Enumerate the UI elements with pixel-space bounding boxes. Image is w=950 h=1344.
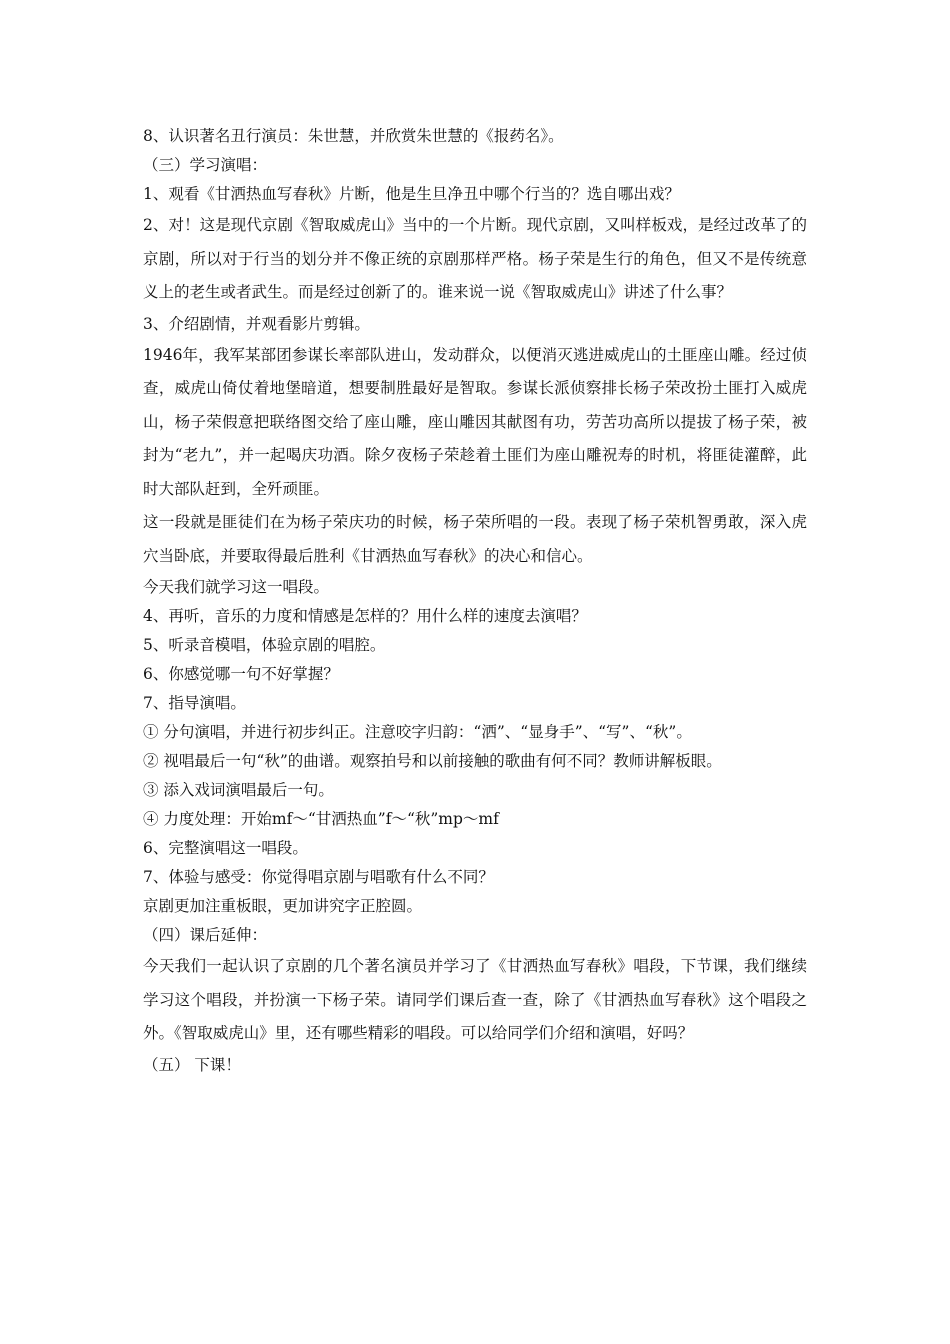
step-3: 3、介绍剧情，并观看影片剪辑。 — [143, 314, 370, 333]
step-7b: 7、体验与感受：你觉得唱京剧与唱歌有什么不同？ — [143, 868, 494, 886]
story-paragraph: 1946年，我军某部团参谋长率部队进山，发动群众，以便消灭逃进威虎山的土匪座山雕。经过侦查，威虎山倚仗着地堡暗道，想要制胜最好是智取。参谋长派侦察排长杨子荣改扮土匪打入威虎山，杨子荣假意把联络图交给了座山雕，座山雕因其献图有功，劳苦功高所以提拔了杨子荣，被封为“老九”，并一起喝庆功酒。除夕夜杨子荣趁着土匪们为座山雕祝寿的时机，将匪徒灌醉，此时大部队赶到，全歼顽匪。 — [143, 345, 807, 498]
segment-paragraph: 这一段就是匪徒们在为杨子荣庆功的时候，杨子荣所唱的一段。表现了杨子荣机智勇敢，深入虎穴当卧底，并要取得最后胜利《甘洒热血写春秋》的决心和信心。 — [143, 513, 807, 565]
step-1: 1、观看《甘洒热血写春秋》片断，他是生旦净丑中哪个行当的？选自哪出戏？ — [143, 185, 680, 203]
answer-line: 京剧更加注重板眼，更加讲究字正腔圆。 — [143, 897, 423, 915]
step-6b: 6、完整演唱这一唱段。 — [143, 839, 308, 857]
step-7: 7、指导演唱。 — [143, 694, 246, 712]
item-8: 8、认识著名丑行演员：朱世慧，并欣赏朱世慧的《报药名》。 — [143, 127, 564, 145]
extension-paragraph: 今天我们一起认识了京剧的几个著名演员并学习了《甘洒热血写春秋》唱段，下节课，我们继续学习这个唱段，并扮演一下杨子荣。请同学们课后查一查，除了《甘洒热血写春秋》这个唱段之外。《智取威虎山》里，还有哪些精彩的唱段。可以给同学们介绍和演唱，好吗？ — [143, 957, 807, 1042]
section-heading-5: （五） 下课！ — [143, 1055, 241, 1074]
step-4: 4、再听，音乐的力度和情感是怎样的？用什么样的速度去演唱？ — [143, 607, 587, 625]
today-line: 今天我们就学习这一唱段。 — [143, 578, 330, 596]
circled-2: ② 视唱最后一句“秋”的曲谱。观察拍号和以前接触的歌曲有何不同？教师讲解板眼。 — [143, 752, 722, 770]
circled-1: ① 分句演唱，并进行初步纠正。注意咬字归韵：“洒”、“显身手”、“写”、“秋”。 — [143, 723, 692, 741]
circled-3: ③ 添入戏词演唱最后一句。 — [143, 781, 334, 799]
circled-4: ④ 力度处理：开始mf～“甘洒热血”f～“秋”mp～mf — [143, 810, 499, 828]
section-heading-3: （三）学习演唱： — [143, 156, 268, 174]
step-5: 5、听录音模唱，体验京剧的唱腔。 — [143, 636, 386, 654]
section-heading-4: （四）课后延伸： — [143, 926, 268, 944]
step-6: 6、你感觉哪一句不好掌握？ — [143, 665, 339, 683]
document-page — [143, 122, 807, 1080]
step-2: 2、对！这是现代京剧《智取威虎山》当中的一个片断。现代京剧，又叫样板戏，是经过改革了的京剧，所以对于行当的划分并不像正统的京剧那样严格。杨子荣是生行的角色，但又不是传统意义上的老生或者武生。而是经过创新了的。谁来说一说《智取威虎山》讲述了什么事？ — [143, 216, 807, 301]
